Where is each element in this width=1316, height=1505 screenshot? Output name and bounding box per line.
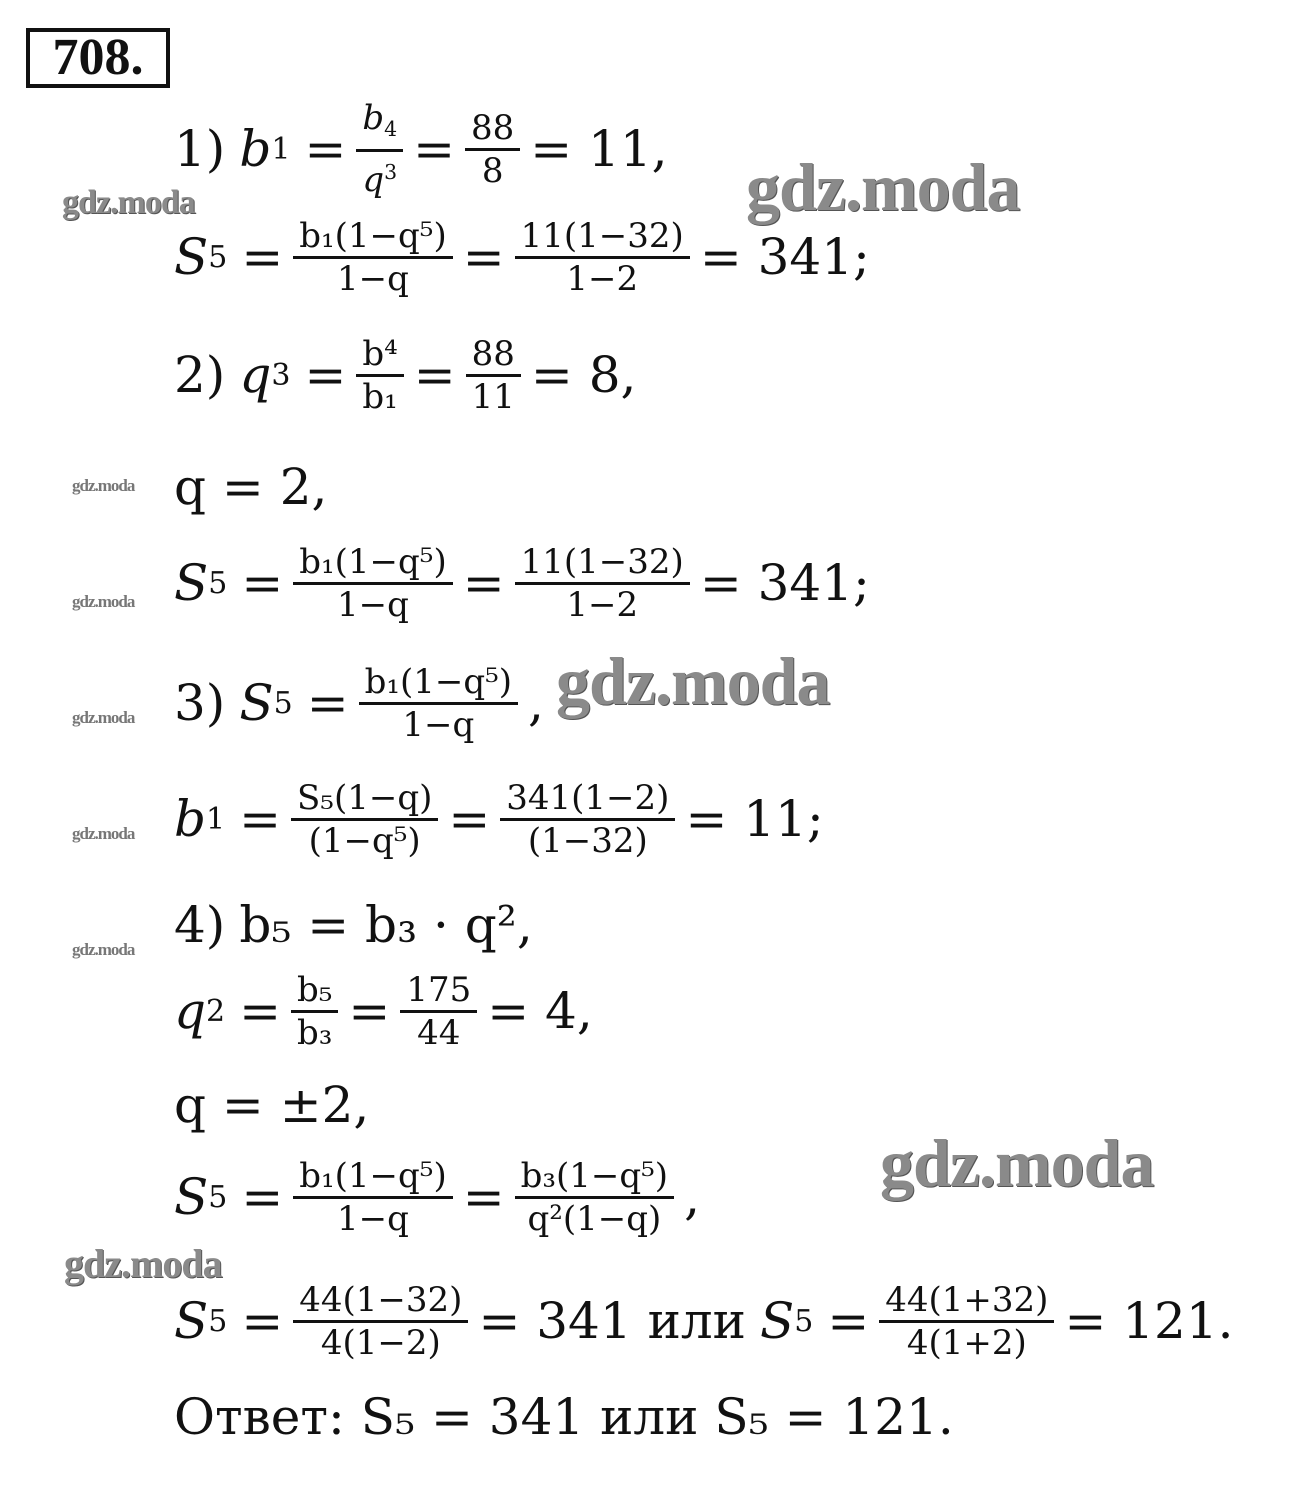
fraction: $\frac{\text{b₅}}{\text{b₃}}$ <box>291 970 338 1053</box>
watermark: gdz.moda <box>556 643 830 719</box>
fraction: $\frac{44(1+32)}{4(1+2)}$ <box>879 1280 1054 1363</box>
answer-line: Ответ: S₅ = 341 или S₅ = 121. <box>174 1388 954 1446</box>
watermark: gdz.moda <box>746 149 1020 225</box>
fraction: $\frac{175}{44}$ <box>400 970 477 1053</box>
watermark: gdz.moda <box>72 940 135 959</box>
solution-line-1: 1) b 1 = $\frac{b_4}{q^3}$ = $\frac{88}{8}$ = 11, <box>174 97 668 201</box>
watermark: gdz.moda <box>64 1241 222 1286</box>
solution-line-5: S 5 = $\frac{\text{b₁(1−q⁵)}}{1-q}$ = $\frac{11(1-32)}{1-2}$ = 341; <box>174 541 870 625</box>
fraction: $\frac{\text{b₁(1−q⁵)}}{1-q}$ <box>359 662 518 745</box>
solution-line-7: b 1 = $\frac{\text{S₅(1−q)}}{\text{(1−q⁵)}}$ = $\frac{341(1-2)}{(1-32)}$ = 11; <box>174 777 824 861</box>
solution-line-10: q = ±2, <box>174 1076 370 1134</box>
solution-line-4: q = 2, <box>174 458 328 516</box>
fraction: $\frac{b_4}{q^3}$ <box>356 98 403 200</box>
solution-line-3: 2) q 3 = $\frac{\text{b⁴}}{\text{b₁}}$ = $\frac{88}{11}$ = 8, <box>174 333 637 417</box>
solution-line-9: q 2 = $\frac{\text{b₅}}{\text{b₃}}$ = $\frac{175}{44}$ = 4, <box>174 969 593 1053</box>
fraction: $\frac{\text{S₅(1−q)}}{\text{(1−q⁵)}}$ <box>291 778 438 861</box>
watermark: gdz.moda <box>72 708 135 727</box>
watermark: gdz.moda <box>72 592 135 611</box>
fraction: $\frac{\text{b₃(1−q⁵)}}{\text{q²(1−q)}}$ <box>515 1156 674 1239</box>
fraction: $\frac{\text{b₁(1−q⁵)}}{1-q}$ <box>293 216 452 299</box>
fraction: $\frac{\text{b₁(1−q⁵)}}{1-q}$ <box>293 542 452 625</box>
solution-line-11: S 5 = $\frac{\text{b₁(1−q⁵)}}{1-q}$ = $\frac{\text{b₃(1−q⁵)}}{\text{q²(1−q)}}$ , <box>174 1155 700 1239</box>
watermark: gdz.moda <box>62 184 195 221</box>
problem-number: 708. <box>26 28 170 88</box>
fraction: $\frac{11(1-32)}{1-2}$ <box>515 542 690 625</box>
solution-line-2: S 5 = $\frac{\text{b₁(1−q⁵)}}{1-q}$ = $\frac{11(1-32)}{1-2}$ = 341; <box>174 215 870 299</box>
fraction: $\frac{11(1-32)}{1-2}$ <box>515 216 690 299</box>
fraction: $\frac{88}{8}$ <box>465 108 520 191</box>
fraction: $\frac{88}{11}$ <box>466 334 521 417</box>
solution-line-6: 3) S 5 = $\frac{\text{b₁(1−q⁵)}}{1-q}$ , <box>174 661 544 745</box>
watermark: gdz.moda <box>72 476 135 495</box>
solution-line-12: S 5 = $\frac{44(1-32)}{4(1-2)}$ = 341 или S 5 = $\frac{44(1+32)}{4(1+2)}$ = 121. <box>174 1279 1234 1363</box>
fraction: $\frac{44(1-32)}{4(1-2)}$ <box>293 1280 468 1363</box>
solution-line-8: 4) b₅ = b₃ · q², <box>174 896 533 954</box>
fraction: $\frac{\text{b⁴}}{\text{b₁}}$ <box>356 334 403 417</box>
fraction: $\frac{\text{b₁(1−q⁵)}}{1-q}$ <box>293 1156 452 1239</box>
watermark: gdz.moda <box>880 1125 1154 1201</box>
fraction: $\frac{341(1-2)}{(1-32)}$ <box>500 778 675 861</box>
watermark: gdz.moda <box>72 824 135 843</box>
